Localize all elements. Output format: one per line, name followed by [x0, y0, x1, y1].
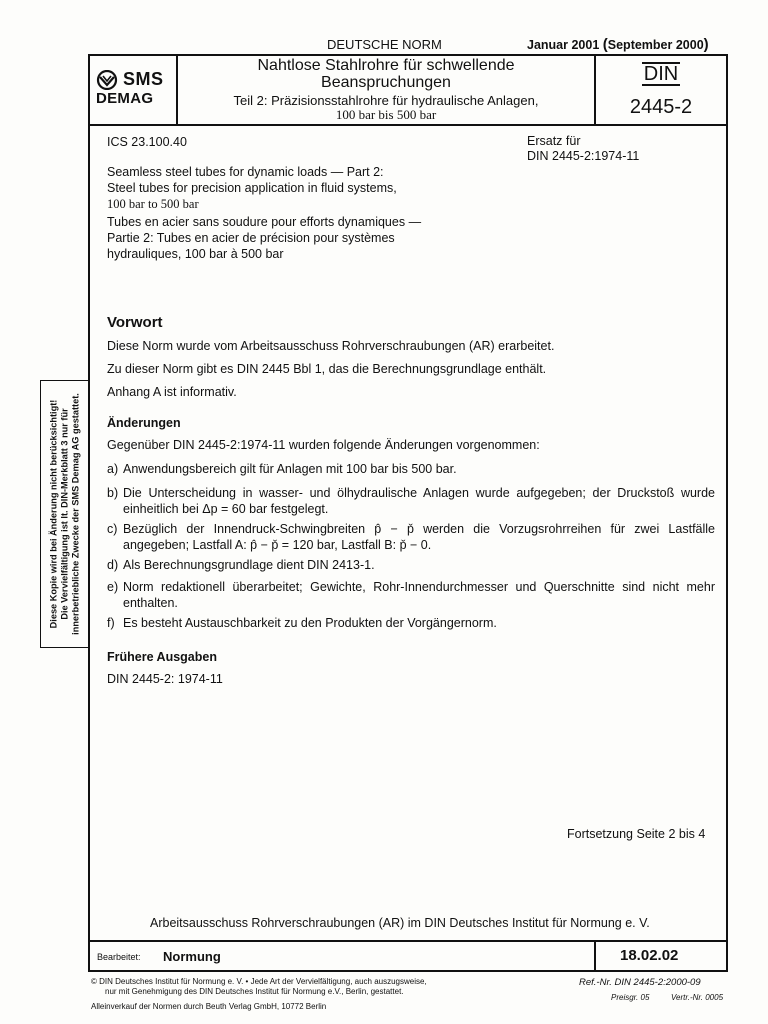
din-label: DIN [643, 63, 679, 85]
committee-line: Arbeitsausschuss Rohrverschraubungen (AR) im DIN Deutsches Institut für Normung e. V. [150, 916, 650, 930]
list-item: b) Die Unterscheidung in wasser- und ölhydraulische Anlagen wurde aufgegeben; der Druckstoß wurde einheitlich bei Δp = 60 bar festgelegt. [107, 486, 715, 516]
norm-type-label: DEUTSCHE NORM [327, 37, 442, 52]
list-item: c) Bezüglich der Innendruck-Schwingbreiten p̂ − p̌ werden die Vorzugsrohrreihen für zwei Lastfälle angegeben; Lastfall A: p̂ − p̌ = 120 bar, Lastfall B: p̌ − 0. [107, 522, 715, 552]
copy-stamp: Diese Kopie wird bei Änderung nicht berücksichtigt! Die Vervielfältigung ist lt. DIN-Merkblatt 3 nur für innerbetriebliche Zwecke der SMS Demag AG gestattet. [40, 380, 90, 648]
din-designation [596, 56, 726, 124]
bearbeitet-label: Bearbeitet: [97, 952, 141, 962]
fruehere-ausgaben-heading: Frühere Ausgaben [107, 650, 217, 664]
issue-date: Januar 2001 (September 2000) [527, 36, 709, 53]
footer-date-divider [594, 940, 596, 972]
document-subtitle: Teil 2: Präzisionsstahlrohre für hydraulische Anlagen, 100 bar bis 500 bar [233, 93, 539, 122]
french-title: Tubes en acier sans soudure pour efforts dynamiques — Partie 2: Tubes en acier de précision pour systèmes hydrauliques, 100 bar à 500 bar [107, 215, 422, 261]
ics-code: ICS 23.100.40 [107, 135, 187, 149]
issue-date-value: Januar 2001 [527, 38, 600, 52]
logo-text-sms: SMS [123, 69, 164, 89]
vorwort-paragraph: Diese Norm wurde vom Arbeitsausschuss Rohrverschraubungen (AR) erarbeitet. [107, 339, 555, 353]
header-divider [88, 124, 728, 126]
aenderungen-heading: Änderungen [107, 416, 181, 430]
continuation-note: Fortsetzung Seite 2 bis 4 [567, 827, 706, 841]
copyright-notice: © DIN Deutsches Institut für Normung e. V. • Jede Art der Vervielfältigung, auch auszugsweise, nur mit Genehmigung des DIN Deutsches Institut für Normung e.V., Berlin, gestattet. [91, 977, 427, 996]
vorwort-paragraph: Zu dieser Norm gibt es DIN 2445 Bbl 1, das die Berechnungsgrundlage enthält. [107, 362, 547, 376]
list-item: a) Anwendungsbereich gilt für Anlagen mit 100 bar bis 500 bar. [107, 462, 457, 476]
vorwort-heading: Vorwort [107, 314, 163, 331]
aenderungen-intro: Gegenüber DIN 2445-2:1974-11 wurden folgende Änderungen vorgenommen: [107, 438, 540, 452]
list-item: f) Es besteht Austauschbarkeit zu den Produkten der Vorgängernorm. [107, 616, 497, 630]
logo-text-demag: DEMAG [96, 90, 154, 107]
footer-divider [88, 940, 728, 942]
din-number: 2445-2 [629, 96, 693, 118]
bearbeitet-value: Normung [163, 949, 221, 964]
english-title: Seamless steel tubes for dynamic loads — Part 2: Steel tubes for precision application in fluid systems, 100 bar to 500 bar [107, 165, 397, 211]
vorwort-paragraph: Anhang A ist informativ. [107, 385, 237, 399]
document-title: Nahtlose Stahlrohre für schwellende Beanspruchungen [257, 57, 515, 91]
alleinverkauf-notice: Alleinverkauf der Normen durch Beuth Verlag GmbH, 10772 Berlin [91, 1002, 327, 1011]
issue-date-alt: September 2000 [607, 38, 704, 52]
fruehere-ausgaben-value: DIN 2445-2: 1974-11 [107, 672, 223, 686]
price-group: Preisgr. 05 [611, 993, 650, 1002]
list-item: d) Als Berechnungsgrundlage dient DIN 2413-1. [107, 558, 375, 572]
replaces-label: Ersatz für [527, 134, 581, 148]
logo-divider [176, 54, 178, 124]
replaces-value: DIN 2445-2:1974-11 [527, 149, 640, 163]
footer-date: 18.02.02 [620, 947, 679, 964]
reference-number: Ref.-Nr. DIN 2445-2:2000-09 [579, 977, 701, 988]
distribution-number: Vertr.-Nr. 0005 [671, 993, 724, 1002]
list-item: e) Norm redaktionell überarbeitet; Gewichte, Rohr-Innendurchmesser und Querschnitte sind nicht mehr enthalten. [107, 580, 715, 610]
